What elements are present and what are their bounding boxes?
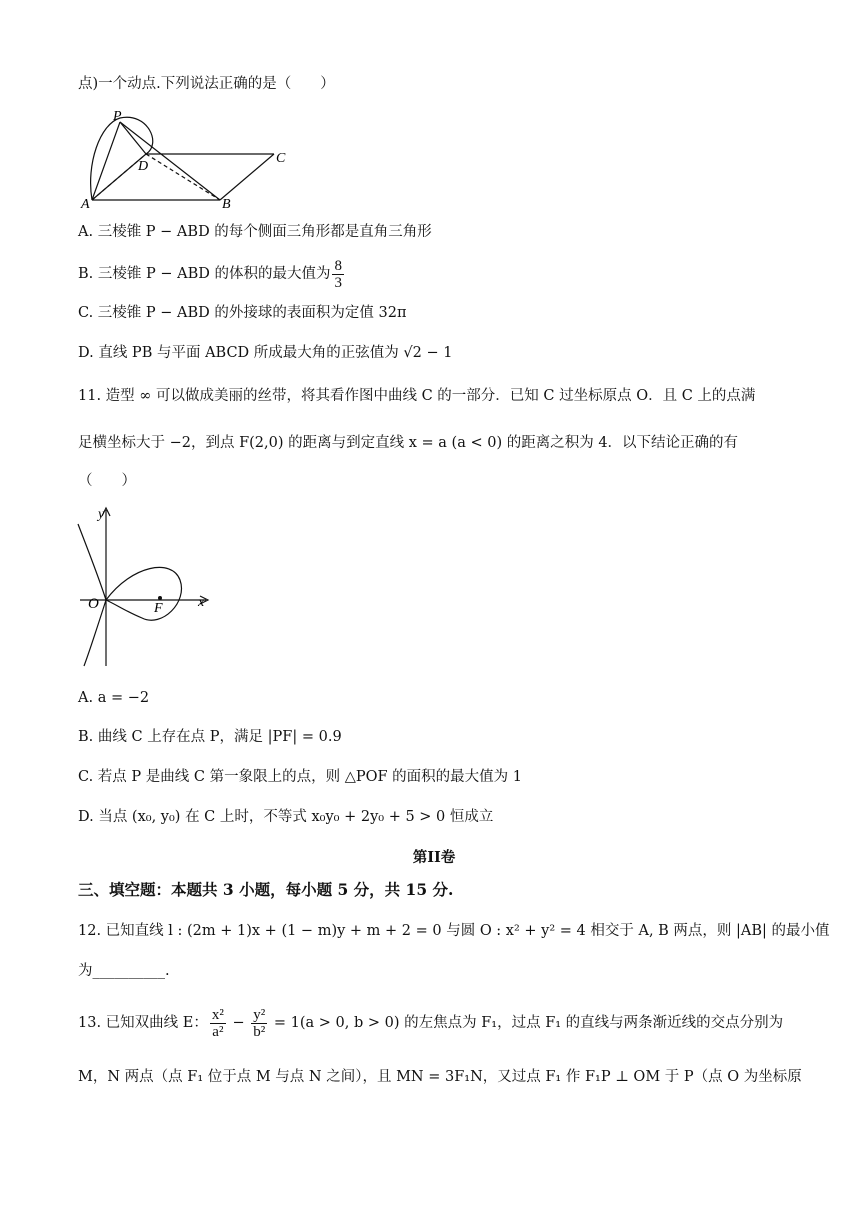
q12-line1: 12. 已知直线 l : (2m + 1)x + (1 − m)y + m + 2 = 0 与圆 O : x² + y² = 4 相交于 A, B 两点，则 |AB| 的最小值 (78, 923, 830, 939)
label-B: B (222, 197, 231, 212)
q11-line2: 足横坐标大于 −2，到点 F(2,0) 的距离与到定直线 x = a (a < 0) 的距离之积为 4．以下结论正确的有 (78, 435, 739, 451)
label-O: O (88, 596, 99, 612)
part3-heading: 三、填空题：本题共 3 小题，每小题 5 分，共 15 分. (78, 880, 454, 899)
q10-stem-tail: 点)一个动点.下列说法正确的是（ ） (78, 76, 335, 92)
label-C: C (276, 151, 286, 166)
q10-option-c: C. 三棱锥 P − ABD 的外接球的表面积为定值 32π (78, 305, 407, 321)
q10-pyramid-figure (78, 104, 308, 214)
fraction-8-3: $\frac{8}{3}$ (334, 257, 342, 291)
fraction-x2-a2: $\frac{\text{x²}}{\text{a²}}$ (211, 1006, 224, 1040)
section-title: 第II卷 (412, 849, 456, 866)
q11-option-a: A. a = −2 (78, 690, 150, 706)
q13-line2: M，N 两点（点 F₁ 位于点 M 与点 N 之间），且 MN = 3F₁N，又过点 F₁ 作 F₁P ⊥ OM 于 P（点 O 为坐标原 (78, 1069, 802, 1085)
q11-option-d: D. 当点 (x₀, y₀) 在 C 上时，不等式 x₀y₀ + 2y₀ + 5 > 0 恒成立 (78, 809, 494, 825)
fraction-y2-b2: $\frac{\text{y²}}{\text{b²}}$ (253, 1006, 266, 1040)
q11-line1: 11. 造型 ∞ 可以做成美丽的丝带，将其看作图中曲线 C 的一部分．已知 C 过坐标原点 O．且 C 上的点满 (78, 388, 756, 404)
q11-option-c: C. 若点 P 是曲线 C 第一象限上的点，则 △POF 的面积的最大值为 1 (78, 769, 522, 785)
q11-paren: （ ） (78, 473, 136, 489)
q11-curve-figure (72, 500, 222, 672)
q13-line1: 13. 已知双曲线 E： $\frac{\text{x²}}{\text{a²}}$ − $\frac{\text{y²}}{\text{b²}}$ = 1(a > 0, b > 0) 的左焦点为 F₁，过点 F₁ 的直线与两条渐近线的交点分别为 (78, 1006, 784, 1040)
label-y: y (98, 507, 105, 522)
q10-option-a: A. 三棱锥 P − ABD 的每个侧面三角形都是直角三角形 (78, 224, 432, 240)
q10-option-d: D. 直线 PB 与平面 ABCD 所成最大角的正弦值为 √2 − 1 (78, 345, 453, 361)
q11-option-b: B. 曲线 C 上存在点 P，满足 |PF| = 0.9 (78, 729, 342, 745)
label-F: F (154, 601, 163, 616)
label-x: x (198, 595, 205, 610)
label-D: D (138, 159, 149, 174)
label-A: A (81, 197, 90, 212)
q12-line2: 为__________. (78, 963, 170, 979)
label-P: P (113, 109, 122, 124)
q10-option-b: B. 三棱锥 P − ABD 的体积的最大值为 $\frac{8}{3}$ (78, 257, 342, 291)
